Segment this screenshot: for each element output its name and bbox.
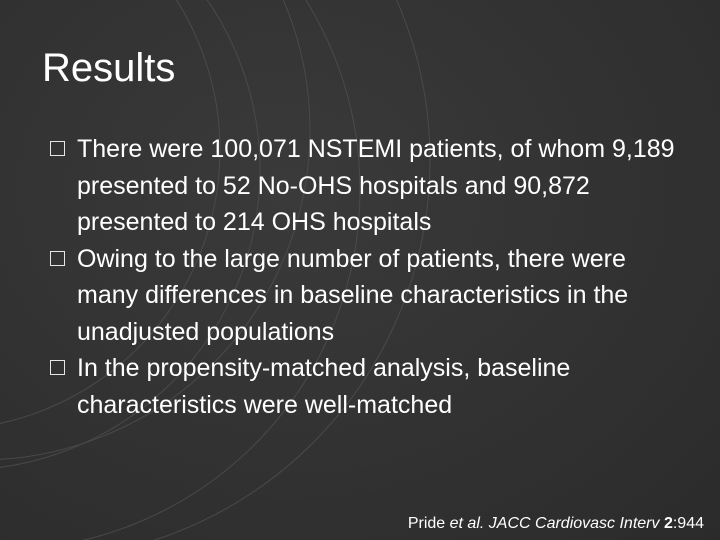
bullet-item <box>50 350 690 423</box>
slide-title: Results <box>42 46 176 90</box>
bullet-text: There were 100,071 NSTEMI patients, of whom 9,189 presented to 52 No-OHS hospitals and 90,872 presented to 214 OHS hospitals <box>77 135 675 236</box>
bullet-text: In the propensity-matched analysis, baseline characteristics were well-matched <box>77 354 571 419</box>
bullet-item <box>50 131 690 241</box>
citation-volume: 2 <box>663 515 673 532</box>
citation-pages: :944 <box>672 515 704 532</box>
checkbox-icon <box>50 251 65 266</box>
citation-etal: et al. <box>449 515 485 532</box>
citation <box>408 513 704 535</box>
checkbox-icon <box>50 360 65 375</box>
bullet-text: Owing to the large number of patients, there were many differences in baseline characteristics in the unadjusted populations <box>77 244 629 346</box>
checkbox-icon <box>50 141 65 156</box>
citation-author: Pride <box>407 515 446 532</box>
bullet-list <box>50 131 690 423</box>
citation-journal: JACC Cardiovasc Interv <box>488 515 660 532</box>
bullet-item <box>50 241 690 351</box>
